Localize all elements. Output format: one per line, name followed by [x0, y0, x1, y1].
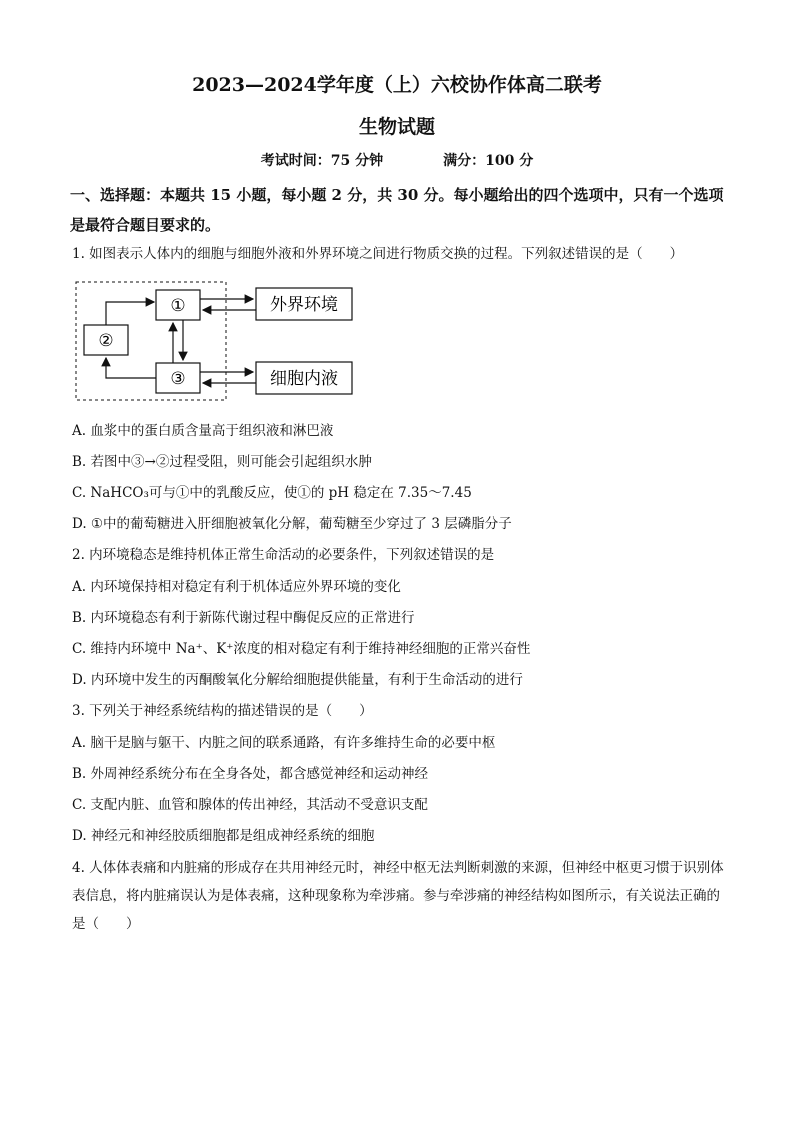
q2-option-b: B. 内环境稳态有利于新陈代谢过程中酶促反应的正常进行	[72, 610, 415, 626]
arrow-2-to-1	[106, 302, 154, 325]
q3-option-b: B. 外周神经系统分布在全身各处，都含感觉神经和运动神经	[72, 766, 429, 782]
box-2-label: ②	[98, 331, 114, 351]
q2-option-c: C. 维持内环境中 Na⁺、K⁺浓度的相对稳定有利于维持神经细胞的正常兴奋性	[72, 641, 531, 657]
q1-option-b: B. 若图中③→②过程受阻，则可能会引起组织水肿	[72, 454, 372, 470]
q1-option-d: D. ①中的葡萄糖进入肝细胞被氧化分解，葡萄糖至少穿过了 3 层磷脂分子	[72, 516, 512, 532]
q1-option-a: A. 血浆中的蛋白质含量高于组织液和淋巴液	[72, 423, 334, 439]
section-heading: 一、选择题：本题共 15 小题，每小题 2 分，共 30 分。每小题给出的四个选项中，只有一个选项是最符合题目要求的。	[70, 186, 724, 234]
q3-option-c: C. 支配内脏、血管和腺体的传出神经，其活动不受意识支配	[72, 797, 428, 813]
q2-option-d: D. 内环境中发生的丙酮酸氧化分解给细胞提供能量，有利于生命活动的进行	[72, 672, 523, 688]
q1-option-c: C. NaHCO₃可与①中的乳酸反应，使①的 pH 稳定在 7.35～7.45	[72, 485, 472, 501]
exam-meta	[0, 150, 794, 170]
box-3-label: ③	[170, 369, 186, 389]
box-1-label: ①	[170, 296, 186, 316]
q3-option-a: A. 脑干是脑与躯干、内脏之间的联系通路，有许多维持生命的必要中枢	[72, 735, 496, 751]
question-3-stem: 3. 下列关于神经系统结构的描述错误的是（ ）	[72, 703, 373, 719]
exam-time: 考试时间：75 分钟	[260, 153, 384, 169]
outer-env-label: 外界环境	[270, 295, 338, 315]
q2-option-a: A. 内环境保持相对稳定有利于机体适应外界环境的变化	[72, 579, 401, 595]
full-score: 满分：100 分	[443, 153, 534, 169]
question-1-stem: 1. 如图表示人体内的细胞与细胞外液和外界环境之间进行物质交换的过程。下列叙述错误的是（ ）	[72, 246, 684, 262]
intracellular-label: 细胞内液	[270, 369, 338, 389]
question-2-stem: 2. 内环境稳态是维持机体正常生命活动的必要条件，下列叙述错误的是	[72, 547, 495, 563]
exam-title: 2023—2024学年度（上）六校协作体高二联考	[192, 74, 602, 96]
q3-option-d: D. 神经元和神经胶质细胞都是组成神经系统的细胞	[72, 828, 375, 844]
arrow-3-to-2	[106, 358, 156, 378]
question-4-stem: 4. 人体体表痛和内脏痛的形成存在共用神经元时，神经中枢无法判断刺激的来源，但神经中枢更习惯于识别体表信息，将内脏痛误认为是体表痛，这种现象称为牵涉痛。参与牵涉痛的神经结构如图所示，有关说法正确的是（ ）	[72, 860, 724, 932]
exam-subject: 生物试题	[358, 116, 435, 138]
exchange-diagram	[72, 280, 362, 402]
